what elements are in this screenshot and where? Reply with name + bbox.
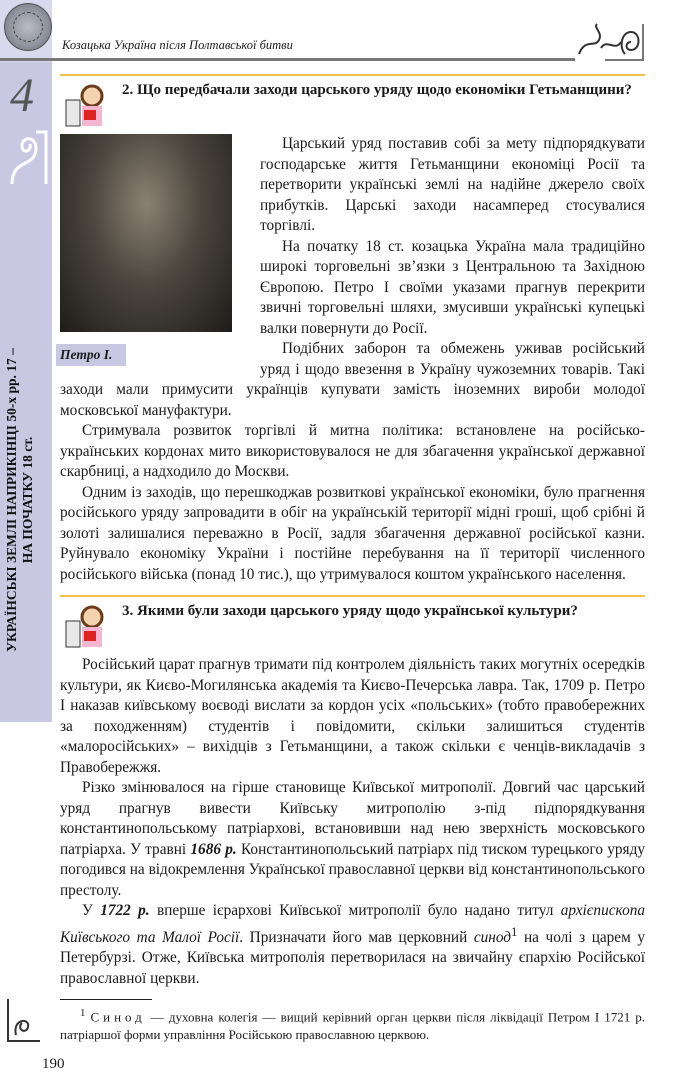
paragraph: Російський царат прагнув тримати під контролем діяльність таких могутніх осередків культури, як Києво-Могилянська академія та Києво-Печерська лавра. Так, 1709 р. Петро І наказав київському воєводі вислати за кордон усіх «польських» (тобто правобережних за походженням) студентів і повідомити, скільки залишиться студентів «малоросійських» – вихідців з Гетьманщини, а також скільки є ченців-викладачів з Правобережжя. — [60, 656, 645, 776]
text: У — [82, 902, 101, 919]
text: Різко змінювалося на гірше становище Київської митрополії. Довгий час царський уряд прагнув вивести Київську митрополію з-під підпорядкування константинопольському патріархові, встановивши над нею зверхність московського патріарха. У травні — [60, 779, 645, 858]
section-divider — [60, 595, 645, 597]
ornament-icon — [4, 995, 44, 1045]
section3-question — [60, 601, 645, 649]
portrait-caption: Петро І. — [56, 344, 126, 366]
section2-heading: 2. Що передбачали заходи царського уряду щодо економіки Гетьманщини? — [122, 82, 632, 98]
vertical-title-line2: НА ПОЧАТКУ 18 ст. — [20, 436, 35, 564]
vertical-title-line1: УКРАЇНСЬКІ ЗЕМЛІ НАПРИКІНЦІ 50-х рр. 17 – — [4, 348, 19, 652]
date-emphasis: 1722 р. — [100, 902, 150, 919]
coin-emblem-icon — [4, 3, 52, 51]
paragraph: На початку 18 ст. козацька Україна мала традиційно широкі торговельні зв’язки з Центральною та Західною Європою. Петро І своїми указами прагнув перекрити звичні торговельні шляхи, змусивши українські купецькі валки повернути до Росії. — [260, 237, 645, 337]
paragraph: Стримувала розвиток торгівлі й митна політика: встановлене на російсько-українських кордонах мито використовувалося не для збагачення української державної скарбниці, а надходило до Москви. — [60, 422, 645, 480]
header-divider — [0, 58, 575, 61]
text: вперше ієрархові Київської митрополії було надано титул — [149, 902, 561, 919]
date-emphasis: 1686 р. — [190, 840, 237, 858]
ornament-icon — [575, 18, 647, 62]
footnote-ref[interactable]: 1 — [511, 924, 518, 939]
paragraph — [60, 778, 645, 901]
paragraph: Подібних заборон та обмежень уживав російський уряд і щодо ввезення в Україну чужоземних товарів. Такі заходи мали примусити українців купувати замість іноземних вироби молодої московської мануфактури. — [60, 340, 645, 419]
footnote — [60, 1004, 645, 1044]
running-header: Козацька Україна після Полтавської битви — [62, 38, 293, 52]
paragraph: Царський уряд поставив собі за мету підпорядкувати господарське життя Гетьманщини економіці Росії та перетворити українські землі на надійне джерело своїх прибутків. Царські заходи насамперед стосувалися торгівлі. — [260, 135, 645, 234]
paragraph: Одним із заходів, що перешкоджав розвиткові української економіки, було прагнення російського уряду запровадити в обіг на українській території мідні гроші, щоб срібні й золоті залишалися переважно в Росії, задля збагачення державної російської казни. Руйнувало економіку України і постійне перебування на її території численного російського війська (понад 10 тис.), що утримувалося коштом українського населення. — [60, 483, 645, 583]
term-emphasis: синод — [473, 928, 512, 946]
portrait-figure — [60, 134, 236, 366]
chapter-vertical-title — [4, 290, 36, 710]
section2-body — [60, 134, 645, 585]
paragraph — [60, 901, 645, 989]
text: . Призначати його мав церковний — [239, 928, 474, 946]
reading-girl-icon — [64, 603, 108, 649]
footnote-term: Синод — [90, 1009, 146, 1025]
section3-heading: 3. Якими були заходи царського уряду щодо української культури? — [122, 603, 578, 619]
section3-body — [60, 655, 645, 989]
text: на чолі з царем у Петербурзі. Отже, Київська митрополія перетворилася на звичайну єпархію Російської православної церкви. — [60, 928, 645, 987]
chapter-number: 4 — [10, 69, 34, 122]
footnote-text: — духовна колегія — вищий керівний орган церкви після ліквідації Петром І 1721 р. патріаршої форми управління Російською православною церквою. — [60, 1009, 646, 1043]
section2-question — [60, 80, 645, 128]
main-column — [42, 74, 646, 1073]
section-divider — [60, 74, 645, 76]
footnote-divider — [60, 999, 152, 1000]
text: Константинопольський патріарх під тиском турецького уряду погодився на відокремлення Української православної церкви від константинопольського престолу. — [60, 840, 646, 899]
title-emphasis: архієпископа Київського та Малої Росії — [60, 902, 646, 946]
sidebar-ornament-icon — [6, 128, 50, 188]
reading-girl-icon — [64, 82, 108, 128]
footnote-mark: 1 — [80, 1007, 86, 1020]
portrait-peter-i-image — [60, 134, 232, 332]
page-number: 190 — [42, 1056, 65, 1073]
